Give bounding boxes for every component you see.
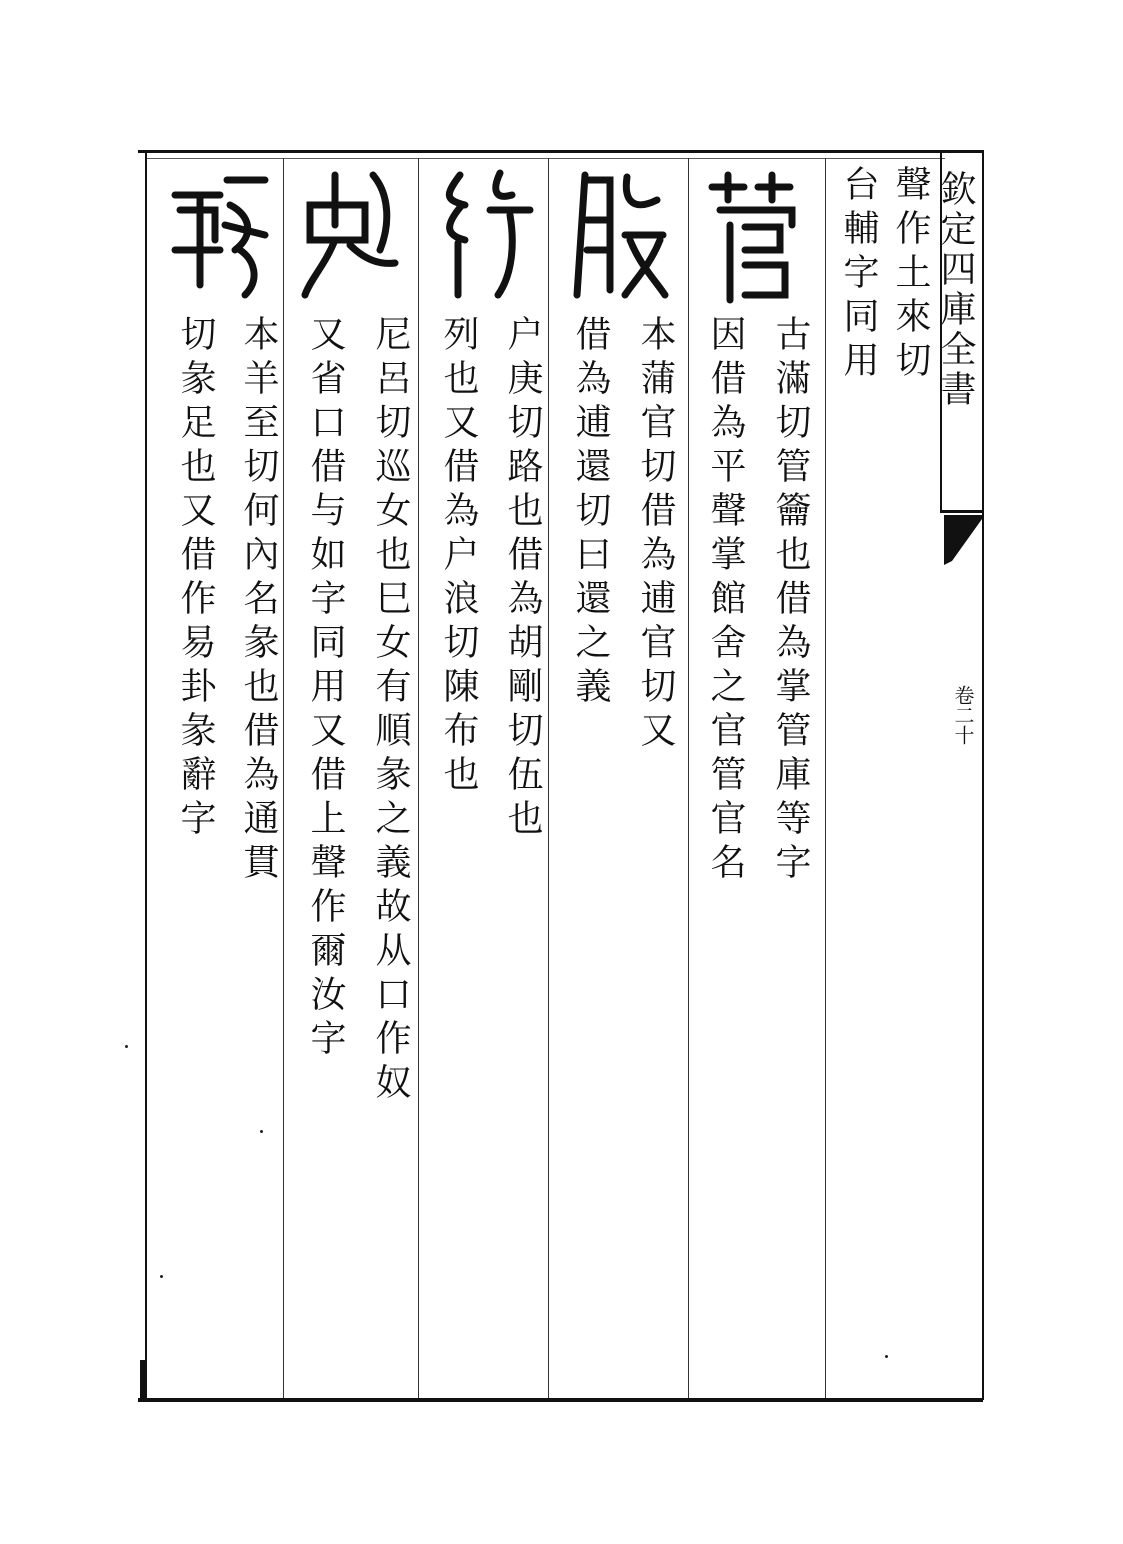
text-column-5: 本蒲官切借為逋官切又: [635, 315, 676, 755]
seal-yi-icon: [165, 165, 275, 305]
text-column-2: 台輔字同用: [838, 165, 879, 385]
text-column-11: 本羊至切何內名彖也借為通貫: [238, 315, 279, 887]
text-column-7: 户庚切路也借為胡剛切伍也: [502, 315, 543, 843]
banner-title: 欽定四庫全書: [935, 170, 976, 410]
seal-guan-icon: [700, 165, 810, 305]
fish-tail-icon: [944, 515, 982, 565]
text-column-12: 切彖足也又借作易卦彖辭字: [175, 315, 216, 843]
text-column-1: 聲作土來切: [890, 165, 931, 385]
seal-ban-icon: [565, 165, 675, 305]
scan-speck: [160, 1275, 163, 1278]
column-divider: [825, 158, 826, 1398]
text-column-8: 列也又借為户浪切陳布也: [438, 315, 479, 799]
text-column-4: 因借為平聲掌館舍之官管官名: [705, 315, 746, 887]
seal-nu-icon: [295, 165, 405, 305]
frame-top-rule: [138, 150, 983, 153]
text-column-6: 借為逋還切曰還之義: [570, 315, 611, 711]
frame-bottom-rule: [138, 1398, 983, 1402]
frame-left-mark: [140, 1360, 146, 1400]
scan-speck: [260, 1130, 263, 1133]
text-column-9: 尼呂切巡女也巳女有順彖之義故从口作奴: [370, 315, 411, 1107]
seal-hang-icon: [430, 165, 540, 305]
volume-label: 卷二十: [951, 685, 975, 745]
frame-left-rule: [145, 150, 147, 1400]
text-column-10: 又省口借与如字同用又借上聲作爾汝字: [305, 315, 346, 1063]
scan-speck: [125, 1045, 128, 1048]
column-divider: [688, 158, 689, 1398]
scan-speck: [885, 1355, 888, 1358]
text-column-3: 古滿切管籥也借為掌管庫等字: [770, 315, 811, 887]
